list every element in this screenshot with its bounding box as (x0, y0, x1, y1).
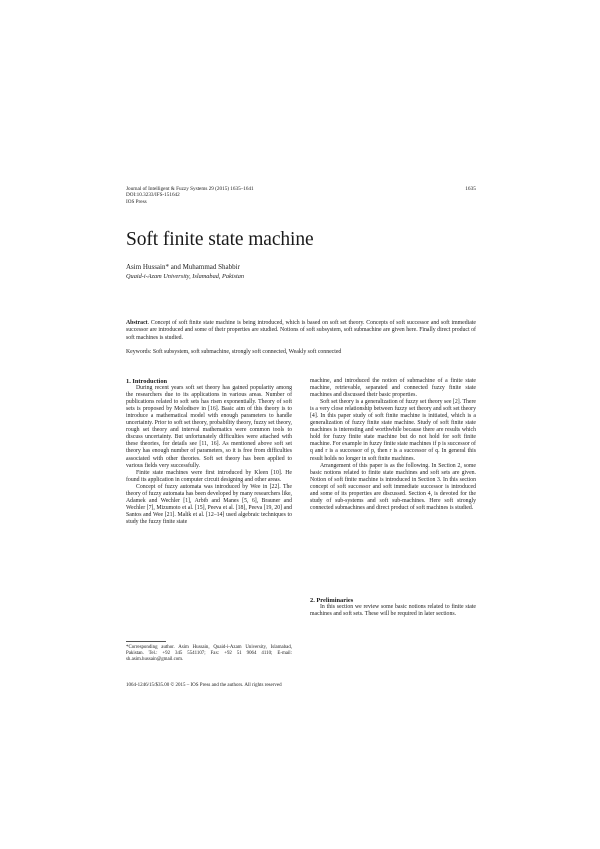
paper-title: Soft finite state machine (126, 229, 314, 250)
page-number: 1635 (465, 186, 476, 192)
section-heading-preliminaries: 2. Preliminaries (310, 597, 354, 604)
abstract-text: . Concept of soft finite state machine is being introduced, which is based on soft set theory. Concepts of soft successor and soft immediate successor are introduced and some of their properties are studied. Notions of soft subsystem, soft submachine are given here. Finally direct product of soft machines is studied. (126, 320, 476, 341)
journal-citation: Journal of Intelligent & Fuzzy Systems 29 (2015) 1635–1641 (126, 186, 254, 192)
keywords: Keywords: Soft subsystem, soft submachine, strongly soft connected, Weakly soft connected (126, 349, 342, 355)
footnote-divider (126, 641, 166, 642)
publisher: IOS Press (126, 198, 147, 205)
footnote: *Corresponding author. Asim Hussain, Quaid-i-Azam University, Islamabad, Pakistan. Tel.: +92 345 5541107; Fax: +92 51 9064 4110; E-mail: sh.asim.hussain@gmail.com. (126, 645, 292, 662)
paragraph: Finite state machines were first introduced by Kleen [10]. He found its application in computer circuit designing and other areas. (126, 469, 292, 483)
paragraph: In this section we review some basic notions related to finite state machines and soft sets. These will be required in later sections. (310, 604, 476, 618)
paragraph: Arrangement of this paper is as the following. In Section 2, some basic notions related to finite state machines and soft sets are given. Notion of soft finite machine is introduced in Section 3. In this section concept of soft successor and soft immediate successor is introduced and some of its properties are discussed. Section 4, is devoted for the study of sub-systems and soft sub-machines. Here soft strongly connected submachines and direct product of soft machines is studied. (310, 462, 476, 511)
paragraph: During recent years soft set theory has gained popularity among the researchers due to its applications in various areas. Number of publications related to soft sets has risen exponentially. Theory of soft sets is proposed by Molodtsov in [16]. Basic aim of this theory is to introduce a mathematical model with enough parameters to handle uncertainty. Prior to soft set theory, probability theory, fuzzy set theory, rough set theory and interval mathematics were common tools to discuss uncertainty. But unfortunately difficulties were attached with these theories, for details see [11, 16]. As mentioned above soft set theory has enough number of parameters, so it is free from difficulties associated with other theories. Soft set theory has been applied to various fields very successfully. (126, 385, 292, 469)
affiliation: Quaid-i-Azam University, Islamabad, Pakistan (126, 273, 245, 280)
section-preliminaries (310, 597, 476, 618)
running-header (126, 186, 356, 205)
right-column (310, 378, 476, 512)
abstract (126, 320, 476, 342)
paragraph: machine, and introduced the notion of submachine of a finite state machine, retrievable, separated and connected fuzzy finite state machines and discussed their basic properties. (310, 378, 476, 399)
authors: Asim Hussain* and Muhammad Shabbir (126, 263, 240, 271)
section-heading-introduction: 1. Introduction (126, 378, 168, 385)
paragraph: Soft set theory is a generalization of fuzzy set theory see [2]. There is a very close relationship between fuzzy set theory and soft set theory [4]. In this paper study of soft finite machine is initiated, which is a generalization of fuzzy finite state machine. Study of soft finite state machines is interesting and worthwhile because there are results which hold for fuzzy finite state machine but do not hold for soft finite machine. For example in fuzzy finite state machines if p is successor of q and r is a successor of p, then r is a successor of q. In general this result holds no longer in soft finite machines. (310, 399, 476, 462)
paragraph: Concept of fuzzy automata was introduced by Wee in [22]. The theory of fuzzy automata has been developed by many researchers like, Adamek and Wechler [1], Arbib and Manes [5, 6], Brauner and Wechler [7], Mizumoto et al. [15], Peeva et al. [18], Peeva [19, 20] and Santos and Wee [21]. Malik et al. [12–14] used algebraic techniques to study the fuzzy finite state (126, 483, 292, 525)
doi: DOI:10.3233/IFS-151642 (126, 192, 180, 199)
left-column (126, 378, 292, 526)
abstract-label: Abstract (126, 320, 148, 326)
copyright-line: 1064-1246/15/$35.00 © 2015 – IOS Press and the authors. All rights reserved (126, 683, 282, 688)
